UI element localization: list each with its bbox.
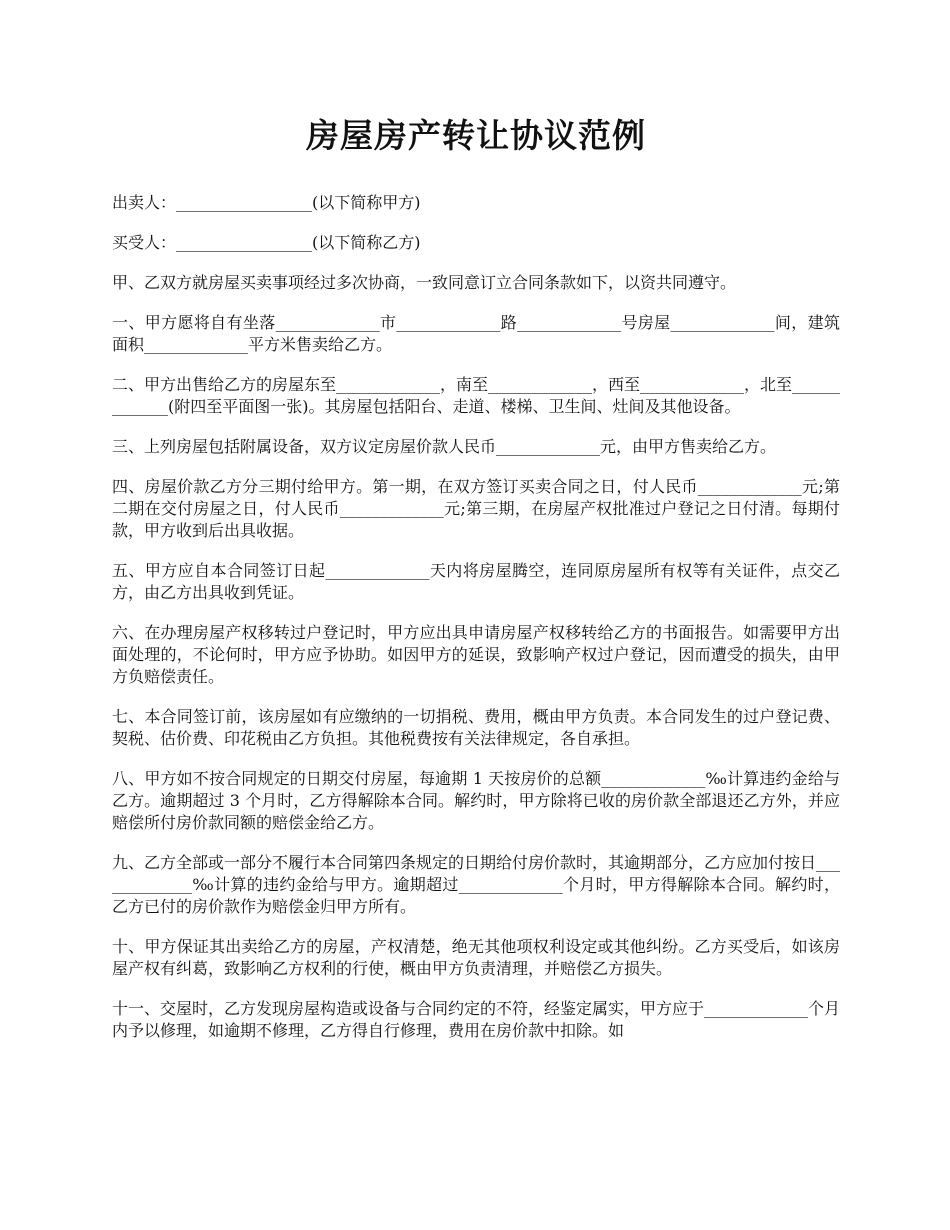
clause-2: 二、甲方出售给乙方的房屋东至_____________，南至_____________，西至_____________，北至_____________(附四至平面图一张)。其房屋包括阳台、走道、楼梯、卫生间、灶间及其他设备。 [112, 375, 841, 416]
clause-7: 七、本合同签订前，该房屋如有应缴纳的一切捐税、费用，概由甲方负责。本合同发生的过户登记费、契税、估价费、印花税由乙方负担。其他税费按有关法律规定，各自承担。 [112, 707, 840, 748]
clause-8: 八、甲方如不按合同规定的日期交付房屋，每逾期 1 天按房价的总额_____________‰计算违约金给与乙方。逾期超过 3 个月时，乙方得解除本合同。解约时，甲方除将已收的房价款全部退还乙方外，并应赔偿所付房价款同额的赔偿金给乙方。 [112, 769, 840, 832]
clause-3: 三、上列房屋包括附属设备，双方议定房屋价款人民币_____________元，由甲方售卖给乙方。 [112, 437, 777, 456]
seller-line: 出卖人：_________________(以下简称甲方) [112, 193, 421, 212]
clause-11: 十一、交屋时，乙方发现房屋构造或设备与合同约定的不符，经鉴定属实，甲方应于_____________个月内予以修理，如逾期不修理，乙方得自行修理，费用在房价款中扣除。如 [112, 999, 841, 1040]
clause-6: 六、在办理房屋产权移转过户登记时，甲方应出具申请房屋产权移转给乙方的书面报告。如需要甲方出面处理的，不论何时，甲方应予协助。如因甲方的延误，致影响产权过户登记，因而遭受的损失，由甲方负赔偿责任。 [112, 623, 840, 686]
document-page [112, 112, 840, 1060]
clause-10: 十、甲方保证其出卖给乙方的房屋，产权清楚，绝无其他项权利设定或其他纠纷。乙方买受后，如该房屋产权有纠葛，致影响乙方权利的行使，概由甲方负责清理，并赔偿乙方损失。 [112, 937, 840, 978]
preamble-paragraph: 甲、乙双方就房屋买卖事项经过多次协商，一致同意订立合同条款如下，以资共同遵守。 [112, 273, 737, 292]
buyer-line: 买受人：_________________(以下简称乙方) [112, 233, 421, 252]
clause-4: 四、房屋价款乙方分三期付给甲方。第一期，在双方签订买卖合同之日，付人民币_____________元;第二期在交付房屋之日，付人民币_____________元;第三期，在房屋产权批准过户登记之日付清。每期付款，甲方收到后出具收据。 [112, 477, 840, 540]
clause-5: 五、甲方应自本合同签订日起_____________天内将房屋腾空，连同原房屋所有权等有关证件，点交乙方，由乙方出具收到凭证。 [112, 561, 840, 602]
clause-1: 一、甲方愿将自有坐落_____________市_____________路_____________号房屋_____________间，建筑面积_____________平方米售卖给乙方。 [112, 313, 840, 354]
clause-9: 九、乙方全部或一部分不履行本合同第四条规定的日期给付房价款时，其逾期部分，乙方应加付按日_____________‰计算的违约金给与甲方。逾期超过_____________个月时，甲方得解除本合同。解约时，乙方已付的房价款作为赔偿金归甲方所有。 [112, 853, 841, 916]
document-title: 房屋房产转让协议范例 [306, 116, 646, 155]
